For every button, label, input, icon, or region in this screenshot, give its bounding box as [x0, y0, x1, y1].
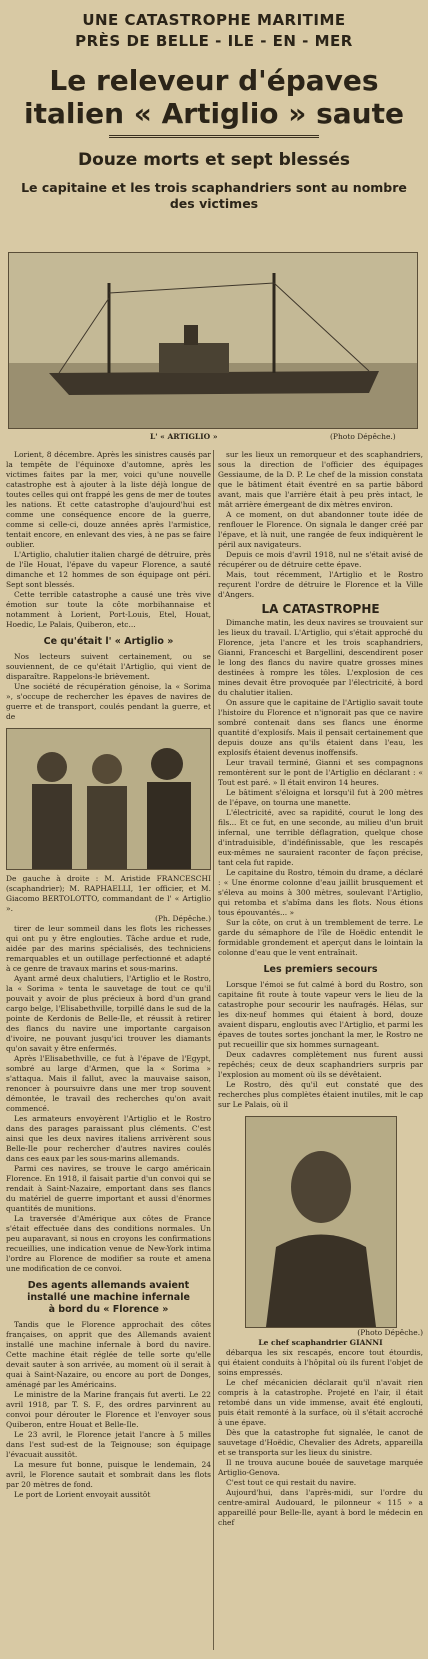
headline-rule	[109, 135, 319, 146]
paragraph: Cette terrible catastrophe a causé une très vive émotion sur toute la côte morbihannaise et notamment à Lorient, Port-Louis, Etel, Houat, Hoedic, Le Palais, Quiberon, etc...	[6, 590, 211, 629]
article-header	[6, 10, 422, 212]
ship-photo	[8, 252, 418, 429]
paragraph: sur les lieux un remorqueur et des scaphandriers, sous la direction de l'officier des équipages Gessiaume, de la D. P. Le chef de la mission constata que le bâtiment était éventré en sa partie bâbord avant, mais que l'arrière était à peu près intact, le mât arrière émergeant de dix mètres environ.	[218, 450, 423, 509]
section-heading-agents	[6, 1280, 211, 1316]
sub-subtitle-line-1: Le capitaine et les trois scaphandriers sont au nombre	[21, 180, 407, 195]
section-heading-secours: Les premiers secours	[263, 964, 378, 975]
kicker-line-2: PRÈS DE BELLE - ILE - EN - MER	[75, 32, 353, 50]
left-column	[6, 450, 211, 1500]
section-heading-catastrophe: LA CATASTROPHE	[261, 602, 380, 616]
gianni-photo-credit: (Photo Dépêche.)	[357, 1328, 423, 1337]
paragraph: Sur la côte, on crut à un tremblement de terre. Le garde du sémaphore de l'île de Hoëdic entendit le formidable grondement et aperçut dans le lointain la colonne d'eau que le vent entraînait.	[218, 918, 423, 957]
paragraph: Nos lecteurs suivent certainement, ou se souviennent, de ce qu'était l'Artiglio, qui vient de disparaître. Rappelons-le brièvement.	[6, 652, 211, 681]
paragraph: tirer de leur sommeil dans les flots les richesses qui ont pu y être englouties. Tâche ardue et rude, aidée par des marins spécialisés, des techniciens remarquables et un outillage perfectionné et adapté à ce genre de travaux marins et sous-marins.	[6, 924, 211, 973]
paragraph: Ayant armé deux chalutiers, l'Artiglio et le Rostro, la « Sorima » tenta le sauvetage de tout ce qu'il pouvait y avoir de plus précieux à bord d'un grand cargo belge, l'Elisabethville, torpillé dans le sud de la pointe de Kerdonis de Belle-Ile, et réussit à retirer des flancs du navire une importante cargaison d'ivoire, ne pouvant jusqu'ici trouver les diamants qu'on savait y être enfermés.	[6, 974, 211, 1053]
paragraph: Le capitaine du Rostro, témoin du drame, a déclaré : « Une énorme colonne d'eau jaillit brusquement et s'éleva au moins à 300 mètres, soulevant l'Artiglio, qui retomba et s'abîma dans les flots. Nous étions tous épouvantés... »	[218, 868, 423, 917]
portrait-illustration	[246, 1117, 396, 1327]
paragraph: Mais, tout récemment, l'Artiglio et le Rostro reçurent l'ordre de détruire le Florence et la Ville d'Angers.	[218, 570, 423, 599]
paragraph: Aujourd'hui, dans l'après-midi, sur l'ordre du centre-amiral Audouard, le pilonneur « 115 » a appareillé pour Belle-Ile, ayant à bord le médecin en chef	[218, 1488, 423, 1527]
newspaper-page	[0, 10, 428, 1659]
heading-line: installé une machine infernale	[27, 1292, 190, 1303]
paragraph: Dimanche matin, les deux navires se trouvaient sur les lieux du travail. L'Artiglio, qui s'était approché du Florence, jeta l'ancre et les trois scaphandriers, Gianni, Franceschi et Bargellini, descendirent poser le long des flancs du navire quatre grosses mines destinées à rompre les tôles. L'explosion de ces mines devait être provoquée par l'électricité, à bord du chalutier italien.	[218, 618, 423, 697]
paragraph: Le ministre de la Marine français fut averti. Le 22 avril 1918, par T. S. F., des ordres parvinrent au convoi pour dérouter le Florence et l'envoyer sous Quiberon, entre Houat et Belle-Ile.	[6, 1390, 211, 1429]
paragraph: Deux cadavres complètement nus furent aussi repêchés; ceux de deux scaphandriers surpris par l'explosion au moment où ils se dévêtaient.	[218, 1050, 423, 1079]
sub-subtitle-line-2: des victimes	[169, 196, 259, 211]
headline-line-1: Le releveur d'épaves	[49, 64, 379, 97]
paragraph: Le 23 avril, le Florence jetait l'ancre à 5 milles dans l'est sud-est de la Teignouse; son équipage l'évacuait aussitôt.	[6, 1430, 211, 1459]
ship-photo-caption: L' « ARTIGLIO »	[150, 432, 218, 441]
paragraph: Le Rostro, dès qu'il eut constaté que des recherches plus complètes étaient inutiles, mit le cap sur Le Palais, où il	[218, 1080, 423, 1109]
sub-subtitle	[10, 180, 418, 212]
heading-line: à bord du « Florence »	[48, 1304, 169, 1315]
paragraph: L'électricité, avec sa rapidité, courut le long des fils... Et ce fut, en une seconde, au milieu d'un bruit infernal, une terrible déflagration, quelque chose d'intraduisible, d'indéfinissable, que les rescapés eux-mêmes ne sauraient raconter de façon précise, tant cela fut rapide.	[218, 808, 423, 867]
crew-illustration	[7, 729, 210, 869]
right-column	[218, 450, 423, 1528]
paragraph: Après l'Elisabethville, ce fut à l'épave de l'Egypt, sombré au large d'Armen, que la « Sorima » s'attaqua. Mais il fallut, avec la mauvaise saison, renoncer à poursuivre dans une mer trop souvent démontée, le travail des recherches qu'on avait commencé.	[6, 1054, 211, 1113]
gianni-photo-caption: Le chef scaphandrier GIANNI	[258, 1338, 383, 1347]
kicker	[6, 10, 422, 52]
paragraph: Une société de récupération génoise, la « Sorima », s'occupe de rechercher les épaves de navires de guerre et de transport, coulés pendant la guerre, et de	[6, 682, 211, 721]
kicker-line-1: UNE CATASTROPHE MARITIME	[82, 11, 346, 29]
paragraph: La traversée d'Amérique aux côtes de France s'était effectuée dans des conditions normales. Un peu auparavant, si nous en croyons les confirmations recueillies, une indication venue de New-York intima l'ordre au Florence de modifier sa route et amena une modification de ce convoi.	[6, 1214, 211, 1273]
paragraph: L'Artiglio, chalutier italien chargé de détruire, près de l'île Houat, l'épave du vapeur Florence, a sauté dimanche et 12 hommes de son équipage ont péri. Sept sont blessés.	[6, 550, 211, 589]
paragraph: Leur travail terminé, Gianni et ses compagnons remontèrent sur le pont de l'Artiglio en déclarant : « Tout est paré. » Il était environ 14 heures.	[218, 758, 423, 787]
heading-line: Des agents allemands avaient	[27, 1280, 190, 1291]
paragraph: Lorsque l'émoi se fut calmé à bord du Rostro, son capitaine fit route à toute vapeur vers le lieu de la catastrophe pour secourir les naufragés. Hélas, sur les dix-neuf hommes qui étaient à bord, douze avaient disparu, engloutis avec l'Artiglio, et parmi les épaves de toutes sortes jonchant la mer, le Rostro ne put recueillir que six hommes surnageant.	[218, 980, 423, 1049]
paragraph: Tandis que le Florence approchait des côtes françaises, on apprit que des Allemands avaient installé une machine infernale à bord du navire. Cette machine était réglée de telle sorte qu'elle devait sauter à son arrivée, au moment où il serait à quai à Saint-Nazaire, ou encore au port de Donges, aménagé par les Américains.	[6, 1320, 211, 1389]
section-heading-artiglio: Ce qu'était l' « Artiglio »	[43, 636, 174, 647]
crew-photo	[6, 728, 211, 870]
paragraph: Lorient, 8 décembre. Après les sinistres causés par la tempête de l'équinoxe d'automne, après les victimes faites par la mer, voici qu'une nouvelle catastrophe est à ajouter à la liste déjà longue de toutes celles qui ont frappé les gens de mer de toutes les nations. Et cette catastrophe d'aujourd'hui est comme une conséquence encore de la guerre, comme si celle-ci, douze années après l'armistice, tentait encore, en enlevant des vies, à ne pas se faire oublier.	[6, 450, 211, 549]
headline	[6, 64, 422, 130]
crew-photo-caption: De gauche à droite : M. Aristide FRANCESCHI (scaphandrier); M. RAPHAELLI, 1er officier, et M. Giacomo BERTOLOTTO, commandant de l' « Artiglio ».	[6, 874, 211, 913]
paragraph: Dès que la catastrophe fut signalée, le canot de sauvetage d'Hoëdic, Chevalier des Adrets, appareilla et se transporta sur les lieux du sinistre.	[218, 1428, 423, 1457]
column-divider	[213, 450, 214, 1650]
paragraph: La mesure fut bonne, puisque le lendemain, 24 avril, le Florence sautait et sombrait dans les flots par 20 mètres de fond.	[6, 1460, 211, 1489]
gianni-photo	[245, 1116, 397, 1328]
paragraph: Parmi ces navires, se trouve le cargo américain Florence. En 1918, il faisait partie d'un convoi qui se rendait à Saint-Nazaire, emportant dans ses flancs du matériel de guerre important et aussi d'énormes quantités de munitions.	[6, 1164, 211, 1213]
subtitle: Douze morts et sept blessés	[77, 150, 351, 170]
paragraph: C'est tout ce qui restait du navire.	[226, 1478, 357, 1487]
headline-line-2: italien « Artiglio » saute	[24, 97, 404, 130]
paragraph: Le chef mécanicien déclarait qu'il n'avait rien compris à la catastrophe. Projeté en l'air, il était retombé dans un vide immense, avait été englouti, puis était remonté à la surface, où il s'était accroché à une épave.	[218, 1378, 423, 1427]
paragraph: Le bâtiment s'éloigna et lorsqu'il fut à 200 mètres de l'épave, on tourna une manette.	[218, 788, 423, 807]
paragraph: Le port de Lorient envoyait aussitôt	[14, 1490, 151, 1499]
paragraph: A ce moment, on dut abandonner toute idée de renflouer le Florence. On signala le danger créé par l'épave, et là nuit, une rangée de feux indiquèrent le péril aux navigateurs.	[218, 510, 423, 549]
ship-photo-credit: (Photo Dépêche.)	[330, 432, 396, 441]
paragraph: Il ne trouva aucune bouée de sauvetage marquée Artiglio-Genova.	[218, 1458, 423, 1477]
paragraph: Depuis ce mois d'avril 1918, nul ne s'était avisé de récupérer ou de détruire cette épave.	[218, 550, 423, 569]
paragraph: débarqua les six rescapés, encore tout étourdis, qui étaient conduits à l'hôpital où ils furent l'objet de soins empressés.	[218, 1348, 423, 1377]
crew-photo-credit: (Ph. Dépêche.)	[154, 914, 211, 923]
paragraph: Les armateurs envoyèrent l'Artiglio et le Rostro dans des parages paraissant plus cléments. C'est ainsi que les deux navires italiens arrivèrent sous Belle-Ile pour rechercher d'autres navires coulés dans ces eaux par les sous-marins allemands.	[6, 1114, 211, 1163]
ship-illustration	[9, 253, 417, 428]
paragraph: On assure que le capitaine de l'Artiglio savait toute l'histoire du Florence et n'ignorait pas que ce navire sombré contenait dans ses flancs une énorme quantité d'explosifs. Mais il pensait certainement que depuis douze ans qu'ils étaient dans l'eau, les explosifs étaient devenus inoffensifs.	[218, 698, 423, 757]
